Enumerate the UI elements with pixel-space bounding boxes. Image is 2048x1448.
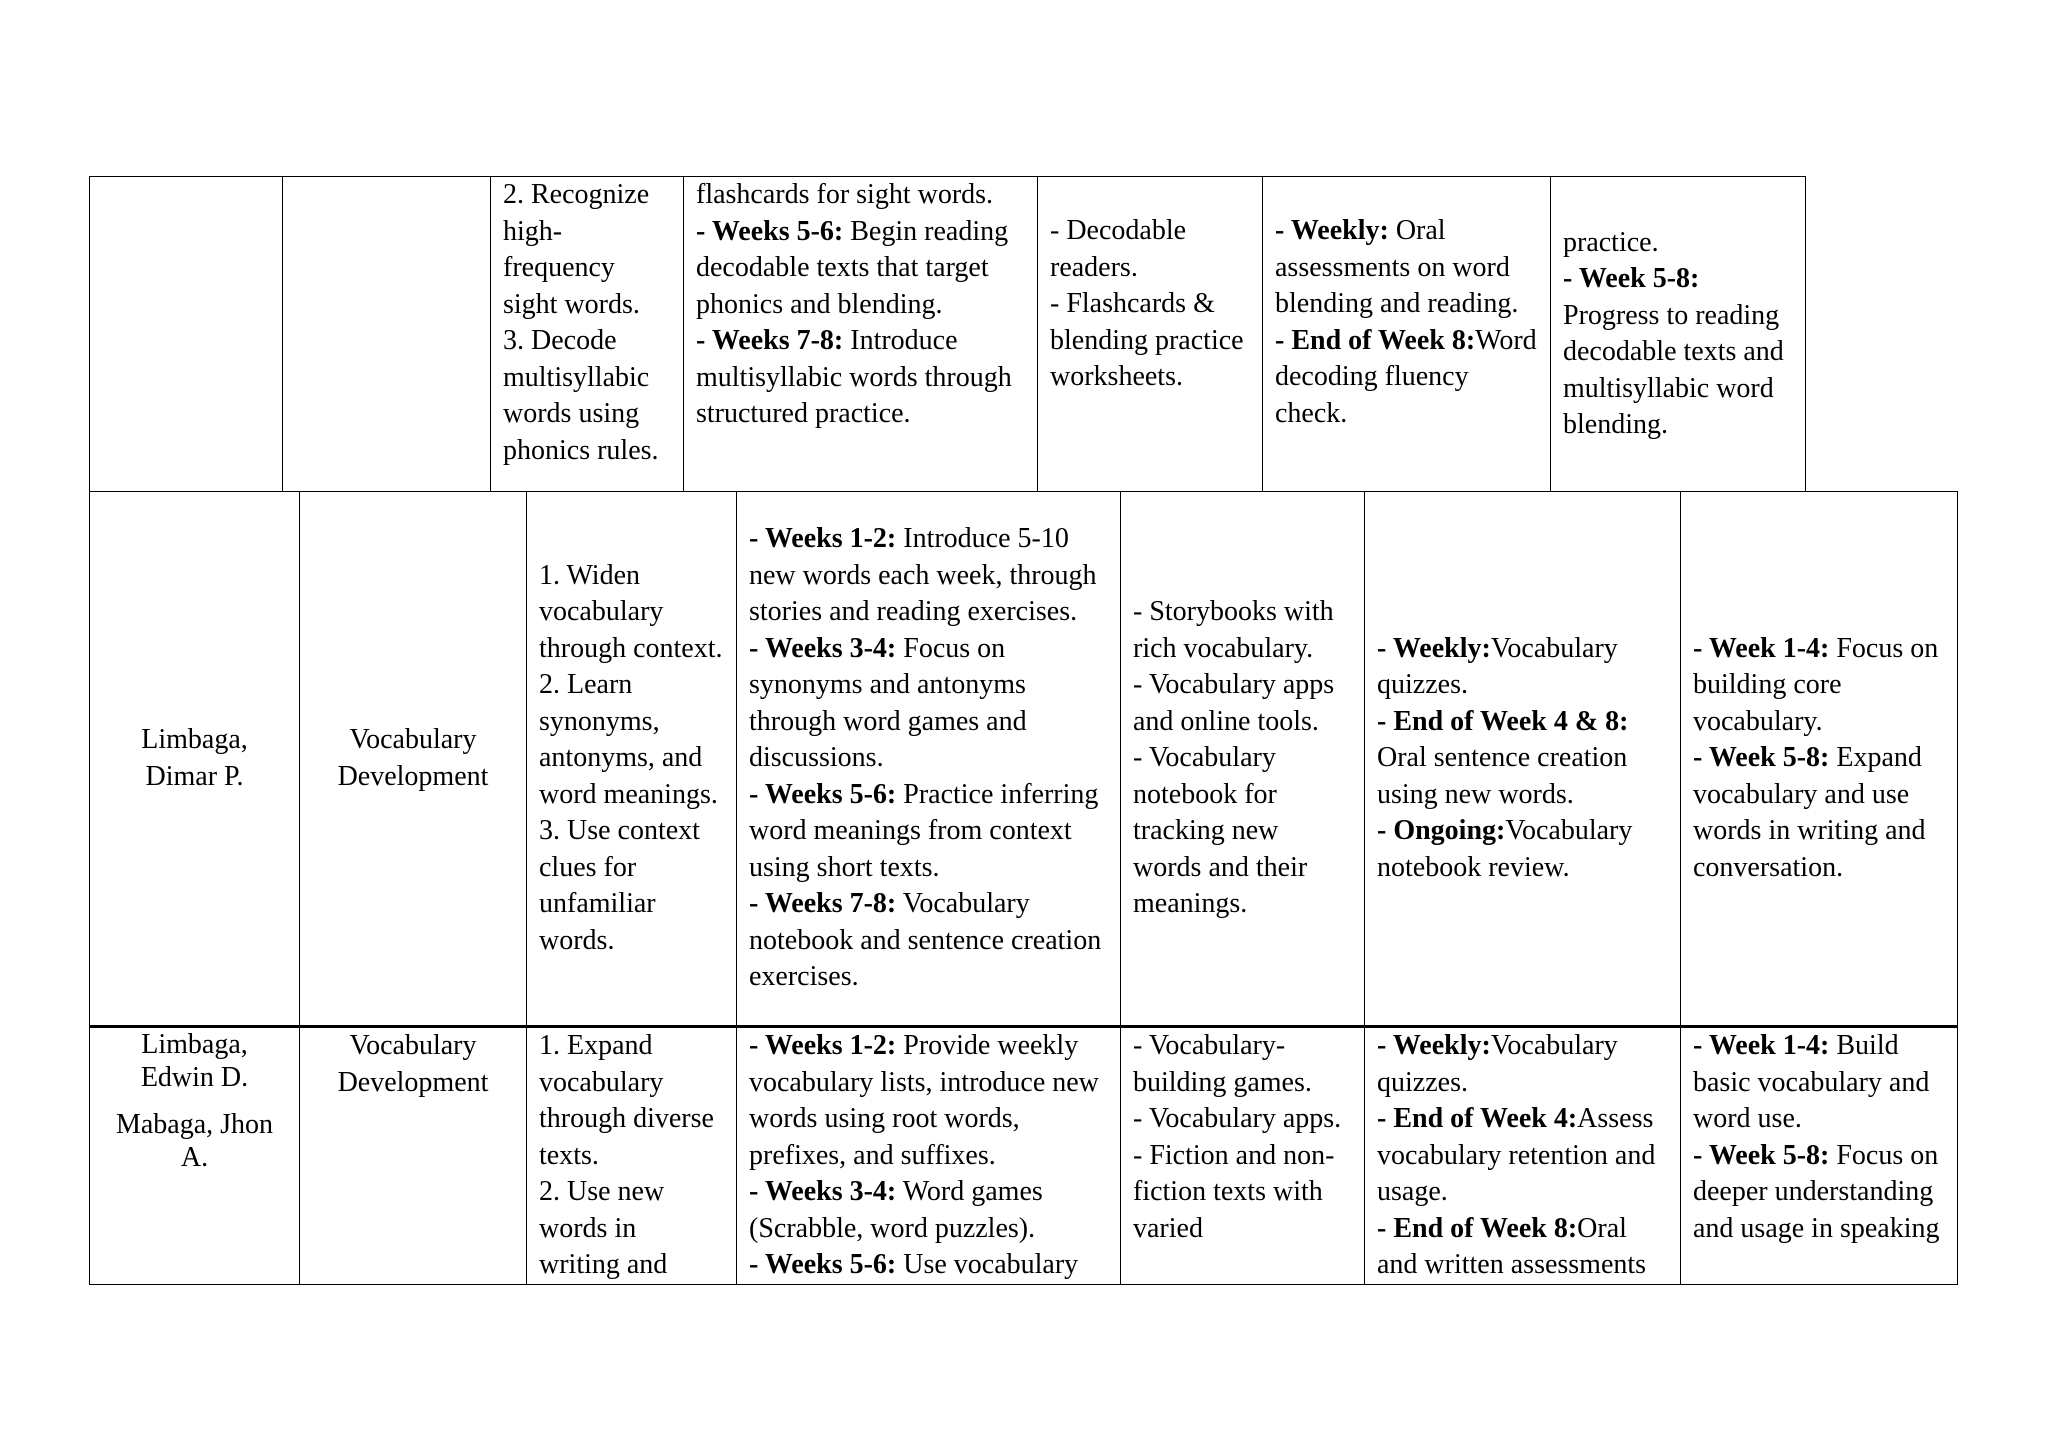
activities-cell	[737, 1027, 1121, 1285]
table-row	[90, 492, 1958, 1027]
objective-item: 2. Learn synonyms, antonyms, and word meanings.	[539, 669, 718, 810]
objective-item: 2. Recognize high-frequency sight words.	[503, 179, 650, 320]
participant-name: Mabaga, Jhon A.	[115, 1109, 274, 1173]
material-item: - Storybooks with rich vocabulary.	[1133, 596, 1334, 664]
activity-item: - Weeks 3-4: Word games (Scrabble, word puzzles).	[749, 1176, 1043, 1244]
activity-item: - Weeks 1-2: Provide weekly vocabulary lists, introduce new words using root words, prefixes, and suffixes.	[749, 1030, 1099, 1171]
material-item: - Fiction and non-fiction texts with varied	[1133, 1139, 1335, 1244]
activity-item: - Weeks 1-2: Introduce 5-10 new words each week, through stories and reading exercises.	[749, 523, 1097, 628]
objective-item: 3. Decode multisyllabic words using phonics rules.	[503, 325, 659, 466]
activities-cell	[684, 177, 1038, 492]
objective-item: 1. Widen vocabulary through context.	[539, 559, 723, 664]
objectives-cell	[527, 1027, 737, 1285]
assessment-item: - End of Week 8:Word decoding fluency check.	[1275, 324, 1537, 429]
timeline-item: - Week 1-4: Build basic vocabulary and word use.	[1693, 1030, 1930, 1134]
timeline-cell	[1681, 1027, 1958, 1285]
assessment-item: - Weekly:Vocabulary quizzes.	[1377, 1030, 1618, 1098]
activity-item: - Weeks 7-8: Introduce multisyllabic words through structured practice.	[696, 325, 1012, 429]
name-cell	[90, 177, 283, 492]
area-cell	[300, 492, 527, 1027]
objectives-cell	[527, 492, 737, 1027]
plan-table	[89, 491, 1958, 1285]
timeline-item: - Week 5-8: Focus on deeper understanding and usage in speaking	[1693, 1139, 1940, 1244]
assessment-item: - End of Week 4:Assess vocabulary retention and usage.	[1377, 1103, 1656, 1207]
participant-name: Limbaga, Edwin D.	[140, 1029, 249, 1093]
participant-name: Limbaga, Dimar P.	[141, 724, 248, 792]
assessment-item: - End of Week 4 & 8: Oral sentence creation using new words.	[1377, 705, 1629, 810]
activity-item: - Weeks 5-6: Practice inferring word meanings from context using short texts.	[749, 778, 1099, 883]
timeline-item: - Week 5-8: Expand vocabulary and use words in writing and conversation.	[1693, 742, 1926, 883]
materials-cell	[1038, 177, 1263, 492]
timeline-item: - Week 1-4: Focus on building core vocabulary.	[1693, 632, 1939, 737]
material-item: - Vocabulary-building games.	[1133, 1030, 1312, 1098]
assessment-cell	[1263, 177, 1551, 492]
area-cell	[283, 177, 491, 492]
activity-item: - Weeks 5-6: Use vocabulary	[749, 1249, 1079, 1280]
objectives-cell	[491, 177, 684, 492]
assessment-cell	[1365, 492, 1681, 1027]
material-item: - Vocabulary apps and online tools.	[1133, 669, 1335, 737]
focus-area: Vocabulary Development	[337, 1030, 489, 1098]
focus-area: Vocabulary Development	[337, 724, 489, 792]
objective-item: 1. Expand vocabulary through diverse texts.	[539, 1030, 714, 1171]
activities-cell	[737, 492, 1121, 1027]
materials-cell	[1121, 492, 1365, 1027]
area-cell	[300, 1027, 527, 1285]
material-item: - Decodable readers.	[1050, 215, 1187, 283]
assessment-item: - Weekly: Oral assessments on word blending and reading.	[1275, 215, 1519, 319]
material-item: - Flashcards & blending practice worksheets.	[1050, 288, 1244, 392]
timeline-item: practice.	[1563, 226, 1659, 258]
table-row	[90, 177, 1806, 492]
activity-item: - Weeks 3-4: Focus on synonyms and antonyms through word games and discussions.	[749, 632, 1027, 774]
material-item: - Vocabulary notebook for tracking new words and their meanings.	[1133, 742, 1308, 920]
assessment-item: - End of Week 8:Oral and written assessments	[1377, 1212, 1647, 1280]
activity-item: flashcards for sight words.	[696, 179, 994, 210]
timeline-item: - Week 5-8: Progress to reading decodable texts and multisyllabic word blending.	[1563, 263, 1784, 440]
objective-item: 2. Use new words in writing and	[539, 1176, 668, 1280]
name-cell	[90, 492, 300, 1027]
activity-item: - Weeks 7-8: Vocabulary notebook and sentence creation exercises.	[749, 888, 1102, 993]
materials-cell	[1121, 1027, 1365, 1285]
table-row	[90, 1027, 1958, 1285]
plan-table-continued	[89, 176, 1806, 492]
timeline-cell	[1681, 492, 1958, 1027]
assessment-cell	[1365, 1027, 1681, 1285]
activity-item: - Weeks 5-6: Begin reading decodable texts that target phonics and blending.	[696, 215, 1009, 320]
timeline-cell	[1551, 177, 1806, 492]
material-item: - Vocabulary apps.	[1133, 1103, 1342, 1134]
assessment-item: - Ongoing:Vocabulary notebook review.	[1377, 815, 1633, 883]
objective-item: 3. Use context clues for unfamiliar words.	[539, 815, 700, 956]
name-cell	[90, 1027, 300, 1285]
assessment-item: - Weekly:Vocabulary quizzes.	[1377, 632, 1618, 701]
